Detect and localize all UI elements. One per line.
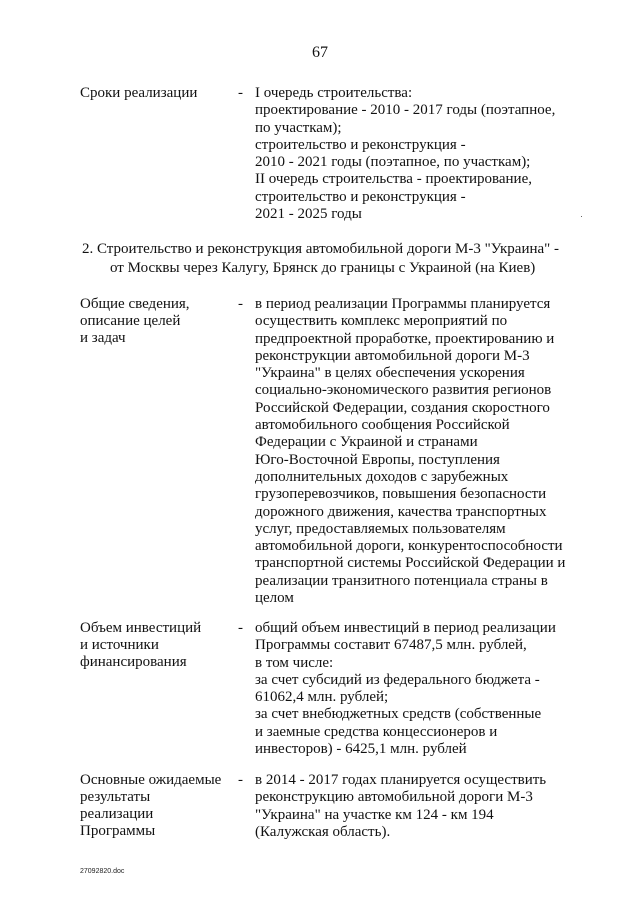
text-line: I очередь строительства: [255,85,413,101]
text-line: реализации транзитного потенциала страны в [255,572,548,589]
scan-speck [581,216,582,217]
text-line: (Калужская область). [255,823,391,840]
text-line: в 2014 - 2017 годах планируется осуществить [255,772,547,788]
label-line: финансирования [80,654,187,670]
label-line: Объем инвестиций [80,620,202,636]
text-line: общий объем инвестиций в период реализации [255,620,556,636]
section-label [80,772,240,840]
text-line: реконструкцию автомобильной дороги М-3 [255,789,533,806]
text-line: инвесторов) - 6425,1 млн. рублей [255,741,467,758]
label-line: и источники [80,637,159,653]
dash-separator: - [238,85,243,101]
label-line: реализации [80,806,154,822]
text-line: реконструкции автомобильной дороги М-3 [255,347,530,364]
text-line: дополнительных доходов с зарубежных [255,468,509,485]
text-line: "Украина" в целях обеспечения ускорения [255,365,525,382]
text-line: II очередь строительства - проектирование, [255,171,532,188]
document-filename: 27092820.doc [80,868,125,875]
heading-line: 2. Строительство и реконструкция автомобильной дороги М-3 "Украина" - [82,241,560,257]
label-line: Основные ожидаемые [80,772,222,788]
section-text [255,85,575,223]
dash-separator: - [238,620,243,636]
page-number: 67 [312,44,328,61]
text-line: и заемные средства концессионеров и [255,723,498,740]
label-line: Программы [80,823,156,839]
text-line: Программы составит 67487,5 млн. рублей, [255,637,527,654]
text-line: осуществить комплекс мероприятий по [255,313,508,330]
label-line: Общие сведения, [80,296,190,312]
text-line: строительство и реконструкция - [255,136,466,153]
section-heading [0,240,640,278]
text-line: Федерации с Украиной и странами [255,434,478,451]
text-line: услуг, предоставляемых пользователям [255,520,506,537]
section-text [255,772,575,841]
dash-separator: - [238,772,243,788]
text-line: 2021 - 2025 годы [255,206,362,223]
text-line: социально-экономического развития регионов [255,382,552,399]
text-line: дорожного движения, качества транспортных [255,503,547,520]
text-line: в том числе: [255,654,334,671]
text-line: строительство и реконструкция - [255,188,466,205]
label-line: Сроки реализации [80,85,198,101]
text-line: транспортной системы Российской Федерации и [255,555,566,572]
section-label [80,620,240,671]
text-line: за счет субсидий из федерального бюджета - [255,671,540,688]
label-line: и задач [80,330,126,346]
text-line: 61062,4 млн. рублей; [255,689,389,706]
text-line: за счет внебюджетных средств (собственные [255,706,542,723]
text-line: по участкам); [255,119,342,136]
text-line: грузоперевозчиков, повышения безопасности [255,486,547,503]
label-line: описание целей [80,313,181,329]
section-label [80,85,240,102]
text-line: в период реализации Программы планируется [255,296,551,312]
text-line: Юго-Восточной Европы, поступления [255,451,500,468]
text-line: целом [255,590,294,607]
dash-separator: - [238,296,243,312]
text-line: автомобильной дороги, конкурентоспособности [255,538,563,555]
text-line: "Украина" на участке км 124 - км 194 [255,806,494,823]
section-text [255,296,575,607]
text-line: Российской Федерации, создания скоростного [255,399,550,416]
heading-line: от Москвы через Калугу, Брянск до границы с Украиной (на Киев) [110,260,536,276]
text-line: 2010 - 2021 годы (поэтапное, по участкам); [255,154,531,171]
section-text [255,620,575,758]
section-label [80,296,240,347]
text-line: проектирование - 2010 - 2017 годы (поэтапное, [255,102,556,119]
text-line: автомобильного сообщения Российской [255,417,510,434]
text-line: предпроектной проработке, проектированию и [255,330,555,347]
label-line: результаты [80,789,151,805]
